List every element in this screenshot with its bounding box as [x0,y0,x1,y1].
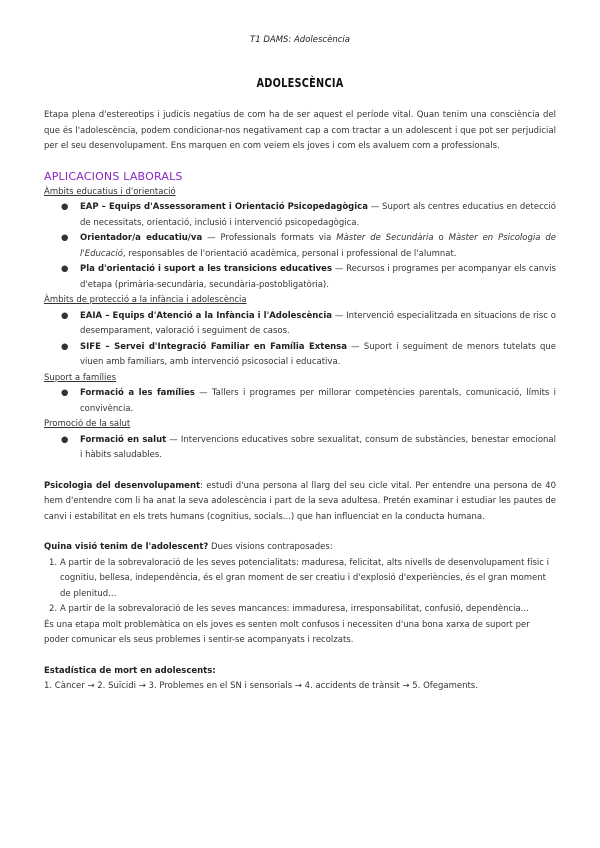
list-item: ● Pla d'orientació i suport a les transicions educatives — Recursos i programes per acompanyar els canvis d'etapa (primària-secundària, secundària-postobligatòria). [61,264,556,290]
subheading-proteccio: Àmbits de protecció a la infància i adolescència [44,295,247,305]
section-title-laborals: APLICACIONS LABORALS [44,169,183,183]
bullet-icon: ● [61,233,69,243]
subheading-families: Suport a famílies [44,372,117,383]
list-salut [44,433,556,464]
list-item: ● Formació en salut — Intervencions educatives sobre sexualitat, consum de substàncies, benestar emocional i hàbits saludables. [61,434,556,460]
psicologia-paragraph: Psicologia del desenvolupament: estudi d'una persona al llarg del seu cicle vital. Per entendre una persona de 40 hem d'entendre com li ha anat la seva adolescència i part de la seva adultesa. Pretén examinar i estudiar les pautes de canvi i estabilitat en els trets humans (cognitius, socials...) que han influenciat en la conducta humana. [44,480,556,522]
mort-list: 1. Càncer → 2. Suïcidi → 3. Problemes en el SN i sensorials → 4. accidents de trànsit → 5. Ofegaments. [44,681,478,691]
bullet-icon: ● [61,264,69,274]
subheading-salut: Promoció de la salut [44,419,131,429]
list-item: ● SIFE – Servei d'Integració Familiar en Família Extensa — Suport i seguiment de menors tutelats que viuen amb familiars, amb intervenció psicosocial i educativa. [61,341,556,367]
mort-heading: Estadística de mort en adolescents: [44,665,216,676]
list-proteccio [44,309,556,371]
subheading-educatius: Àmbits educatius i d'orientació [44,186,176,197]
bullet-icon: ● [61,310,69,321]
list-educatius [44,200,556,293]
list-item: 2. A partir de la sobrevaloració de les seves mancances: immaduresa, irresponsabilitat, confusió, dependència... [49,604,529,614]
list-item: 1. A partir de la sobrevaloració de les seves potencialitats: maduresa, felicitat, alts nivells de desenvolupament físic i cognitiu, bellesa, independència, és el gran moment de ser creatiu i d'explosió d'experiències, és el gran moment de plenitud... [49,557,549,599]
document-body [44,108,556,695]
bullet-icon: ● [61,341,69,352]
visions-list [44,556,556,618]
bullet-icon: ● [61,434,69,445]
bullet-icon: ● [61,388,69,398]
visio-question: Quina visió tenim de l'adolescent? Dues visions contraposades: [44,542,333,552]
list-item: ● EAP – Equips d'Assessorament i Orientació Psicopedagògica — Suport als centres educatius en detecció de necessitats, orientació, inclusió i intervenció psicopedagògica. [61,202,556,228]
list-families [44,386,556,417]
intro-paragraph: Etapa plena d'estereotips i judicis negatius de com ha de ser aquest el període vital. Quan tenim una consciència del que és l'adolescència, podem condicionar-nos negativament cap a com tractar a un adolescent i que pot ser perjudicial per el seu desenvolupament. Ens marquen en com veiem els joves i com els avaluem com a professionals. [44,110,556,151]
list-item: ● Formació a les famílies — Tallers i programes per millorar competències parentals, comunicació, límits i convivència. [61,388,556,414]
visio-outro: És una etapa molt problemàtica on els joves es senten molt confusos i necessiten d'una bona xarxa de suport per poder comunicar els seus problemes i sentir-se acompanyats i recolzats. [44,619,530,645]
list-item: ● EAIA – Equips d'Atenció a la Infància i l'Adolescència — Intervenció especialitzada en situacions de risc o desemparament, valoració i seguiment de casos. [61,310,556,336]
bullet-icon: ● [61,202,69,212]
page-title: ADOLESCÈNCIA [256,76,344,90]
list-item: ● Orientador/a educatiu/va — Professionals formats via Màster de Secundària o Màster en Psicologia de l'Educació, responsables de l'orientació acadèmica, personal i professional de l'alumnat. [61,233,556,259]
page-header: T1 DAMS: Adolescència [250,35,350,45]
